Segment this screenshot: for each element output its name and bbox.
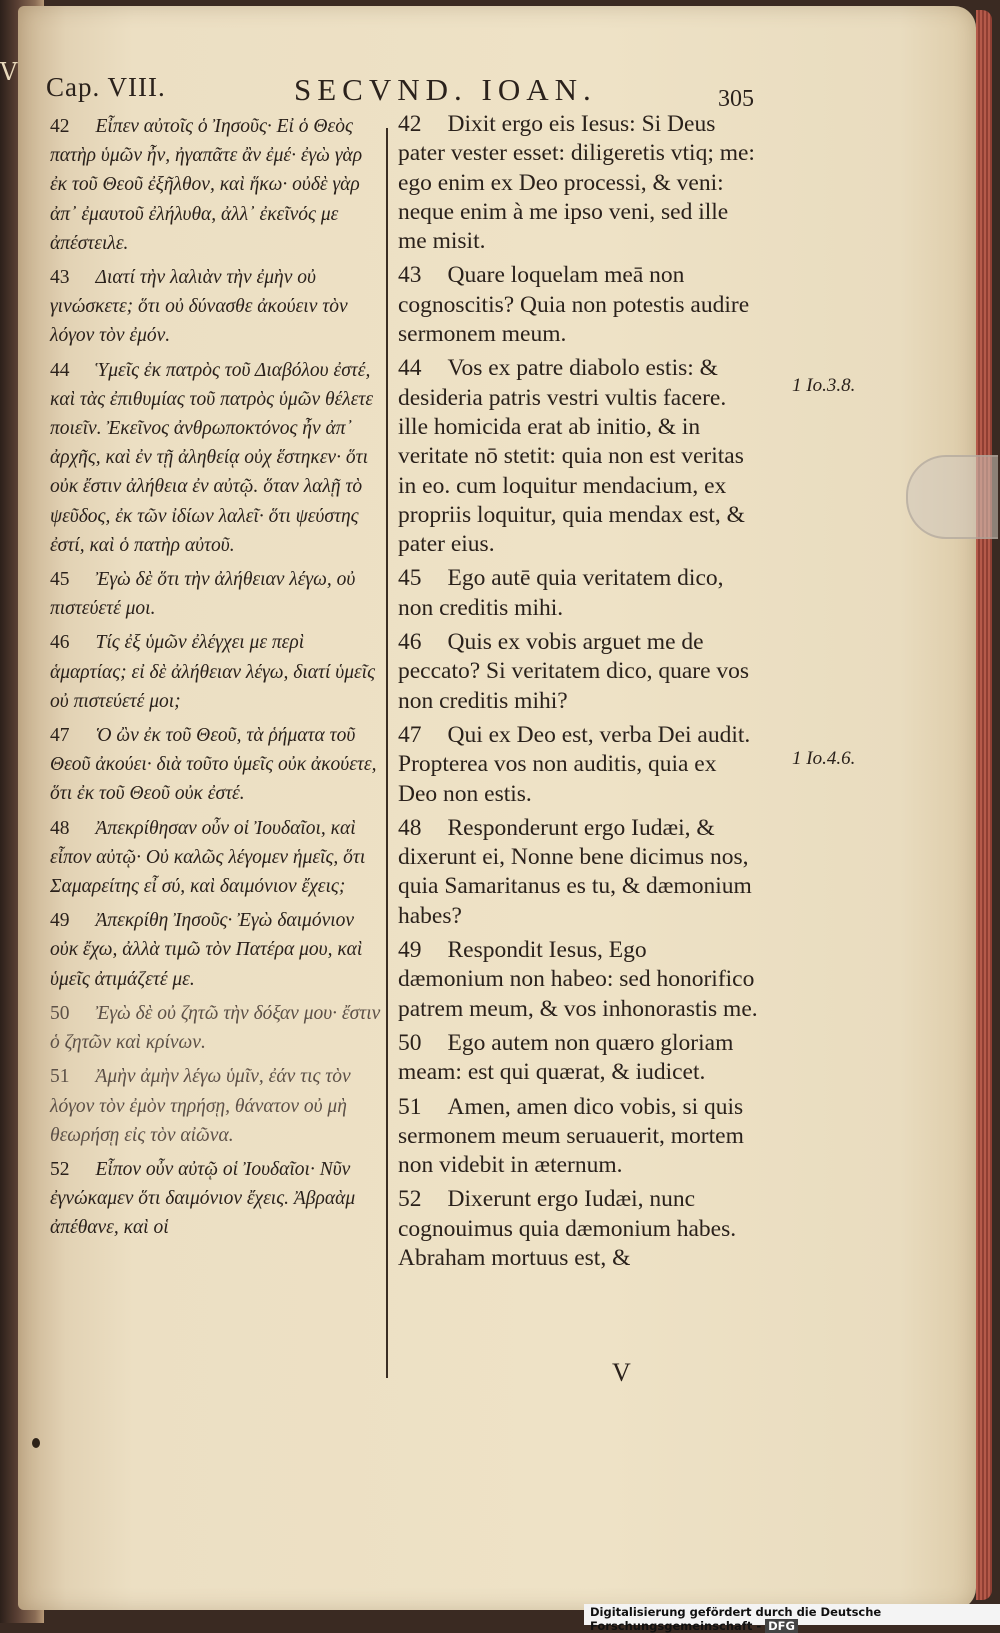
verse-text: Ἀπεκρίθη Ἰησοῦς· Ἐγὼ δαιμόνιον οὐκ ἔχω, ἀλλὰ τιμῶ τὸν Πατέρα μου, καὶ ὑμεῖς ἀτιμάζετέ με. xyxy=(50,910,363,990)
page-edge xyxy=(976,10,992,1600)
verse-text: Ὑμεῖς ἐκ πατρὸς τοῦ Διαβόλου ἐστέ, καὶ τὰς ἐπιθυμίας τοῦ πατρὸς ὑμῶν θέλετε ποιεῖν. Ἐκεῖνος ἀνθρωποκτόνος ἦν ἀπ᾽ ἀρχῆς, καὶ ἐν τῇ ἀληθείᾳ οὐχ ἕστηκεν· ὅτι οὐκ ἔστιν ἀλήθεια ἐν αὐτῷ. ὅταν λαλῇ τὸ ψεῦδος, ἐκ τῶν ἰδίων λαλεῖ· ὅτι ψεύστης ἐστί, καὶ ὁ πατὴρ αὐτοῦ. xyxy=(50,359,374,556)
verse-text: Respondit Iesus, Ego dæmonium non habeo: sed honorifico patrem meum, & vos inhonorastis me. xyxy=(398,937,758,1022)
verse-text: Ego autem non quæro gloriam meam: est qui quærat, & iudicet. xyxy=(398,1029,734,1086)
verse-number: 48 xyxy=(50,817,70,839)
verse-number: 49 xyxy=(398,937,422,964)
greek-verse xyxy=(50,999,382,1057)
verse-number: 47 xyxy=(50,725,70,747)
verse-number: 43 xyxy=(50,267,70,289)
verse-text: Εἶπον οὖν αὐτῷ οἱ Ἰουδαῖοι· Νῦν ἐγνώκαμεν ὅτι δαιμόνιον ἔχεις. Ἀβραὰμ ἀπέθανε, καὶ οἱ xyxy=(50,1158,356,1239)
verse-number: 43 xyxy=(398,262,422,289)
dfg-logo: DFG xyxy=(765,1619,798,1633)
verse-number: 45 xyxy=(398,565,422,592)
verse-number: 42 xyxy=(50,116,70,137)
verse-number: 44 xyxy=(398,355,422,382)
page-clip xyxy=(906,455,998,539)
verse-number: 42 xyxy=(398,111,422,137)
running-title: SECVND. IOAN. xyxy=(294,72,597,107)
signature-mark: V xyxy=(612,1358,631,1387)
verse-number: 51 xyxy=(398,1093,422,1120)
greek-verse xyxy=(50,814,382,902)
verse-number: 45 xyxy=(50,569,70,591)
verse-text: Amen, amen dico vobis, si quis sermonem meum seruauerit, mortem non videbit in æternum. xyxy=(398,1093,744,1179)
column-divider xyxy=(386,128,388,1378)
latin-verse xyxy=(398,936,758,1024)
greek-column xyxy=(50,112,382,1248)
latin-verse xyxy=(398,354,758,559)
verse-text: Vos ex patre diabolo estis: & desideria patris vestri vultis facere. ille homicida erat ab initio, & in veritate nō stetit: quia non est veritas in eo. cum loquitur mendacium, ex propriis loquitur, quia mendax est, & pater eius. xyxy=(398,355,745,558)
latin-verse xyxy=(398,628,758,716)
verse-number: 47 xyxy=(398,721,422,748)
page-number: 305 xyxy=(718,86,754,112)
digitization-footer xyxy=(584,1604,1000,1633)
latin-verse xyxy=(398,564,758,623)
margin-reference: 1 Io.4.6. xyxy=(792,748,856,769)
greek-verse xyxy=(50,112,382,258)
greek-verse xyxy=(50,906,382,994)
latin-verse xyxy=(398,110,758,256)
running-header xyxy=(46,72,940,112)
margin-reference: 1 Io.3.8. xyxy=(792,375,856,396)
verse-text: Ἐγὼ δὲ οὐ ζητῶ τὴν δόξαν μου· ἔστιν ὁ ζητῶν καὶ κρίνων. xyxy=(50,1002,381,1054)
verse-text: Responderunt ergo Iudæi, & dixerunt ei, Nonne bene dicimus nos, quia Samaritanus es tu, & dæmonium habes? xyxy=(398,814,752,929)
verse-number: 49 xyxy=(50,910,70,932)
greek-verse xyxy=(50,1062,382,1150)
verse-text: Ego autē quia veritatem dico, non creditis mihi. xyxy=(398,565,724,621)
ink-spot xyxy=(32,1438,40,1448)
verse-text: Ἐγὼ δὲ ὅτι τὴν ἀλήθειαν λέγω, οὐ πιστεύετέ μοι. xyxy=(50,569,356,620)
greek-verse xyxy=(50,1155,382,1243)
latin-verse xyxy=(398,1185,758,1273)
verse-number: 46 xyxy=(398,629,422,656)
verse-number: 52 xyxy=(398,1186,422,1213)
greek-verse xyxy=(50,263,382,351)
verse-number: 46 xyxy=(50,632,70,654)
verse-text: Quis ex vobis arguet me de peccato? Si veritatem dico, quare vos non creditis mihi? xyxy=(398,629,750,714)
verse-number: 52 xyxy=(50,1158,70,1180)
verse-text: Dixit ergo eis Iesus: Si Deus pater vester esset: diligeretis vtiq; me: ego enim ex Deo processi, & veni: neque enim à me ipso veni, sed ille me misit. xyxy=(398,111,755,255)
verse-number: 50 xyxy=(50,1002,70,1024)
latin-verse xyxy=(398,261,758,349)
greek-verse xyxy=(50,628,382,716)
latin-verse xyxy=(398,1093,758,1181)
verse-text: Quare loquelam meā non cognoscitis? Quia non potestis audire sermonem meum. xyxy=(398,262,750,348)
verse-text: Ἀμὴν ἀμὴν λέγω ὑμῖν, ἐάν τις τὸν λόγον τὸν ἐμὸν τηρήσῃ, θάνατον οὐ μὴ θεωρήσῃ εἰς τὸν αἰῶνα. xyxy=(50,1066,351,1146)
verse-number: 50 xyxy=(398,1029,422,1056)
left-margin-mark: V xyxy=(0,58,18,86)
verse-text: Διατί τὴν λαλιὰν τὴν ἐμὴν οὐ γινώσκετε; ὅτι οὐ δύνασθε ἀκούειν τὸν λόγον τὸν ἐμόν. xyxy=(50,267,348,347)
latin-verse xyxy=(398,1029,758,1088)
footer-text: Digitalisierung gefördert durch die Deutsche Forschungsgemeinschaft - xyxy=(590,1605,882,1633)
verse-number: 48 xyxy=(398,814,422,841)
verse-text: Ὁ ὢν ἐκ τοῦ Θεοῦ, τὰ ῥήματα τοῦ Θεοῦ ἀκούει· διὰ τοῦτο ὑμεῖς οὐκ ἀκούετε, ὅτι ἐκ τοῦ Θεοῦ οὐκ ἐστέ. xyxy=(50,725,377,805)
latin-column xyxy=(398,110,758,1278)
verse-number: 44 xyxy=(50,359,70,381)
chapter-heading: Cap. VIII. xyxy=(46,72,166,102)
verse-text: Ἀπεκρίθησαν οὖν οἱ Ἰουδαῖοι, καὶ εἶπον αὐτῷ· Οὐ καλῶς λέγομεν ἡμεῖς, ὅτι Σαμαρείτης εἶ σύ, καὶ δαιμόνιον ἔχεις; xyxy=(50,817,366,898)
verse-text: Qui ex Deo est, verba Dei audit. Propterea vos non auditis, quia ex Deo non estis. xyxy=(398,721,751,807)
verse-text: Dixerunt ergo Iudæi, nunc cognouimus quia dæmonium habes. Abraham mortuus est, & xyxy=(398,1186,737,1271)
verse-text: Τίς ἐξ ὑμῶν ἐλέγχει με περὶ ἁμαρτίας; εἰ δὲ ἀλήθειαν λέγω, διατί ὑμεῖς οὐ πιστεύετέ μοι; xyxy=(50,632,376,712)
greek-verse xyxy=(50,565,382,623)
greek-verse xyxy=(50,356,382,560)
latin-verse xyxy=(398,814,758,931)
latin-verse xyxy=(398,721,758,809)
verse-text: Εἶπεν αὐτοῖς ὁ Ἰησοῦς· Εἰ ὁ Θεὸς πατὴρ ὑμῶν ἦν, ἠγαπᾶτε ἂν ἐμέ· ἐγὼ γὰρ ἐκ τοῦ Θεοῦ ἐξῆλθον, καὶ ἥκω· οὐδὲ γὰρ ἀπ᾽ ἐμαυτοῦ ἐλήλυθα, ἀλλ᾽ ἐκεῖνός με ἀπέστειλε. xyxy=(50,116,363,254)
verse-number: 51 xyxy=(50,1066,70,1088)
greek-verse xyxy=(50,721,382,809)
